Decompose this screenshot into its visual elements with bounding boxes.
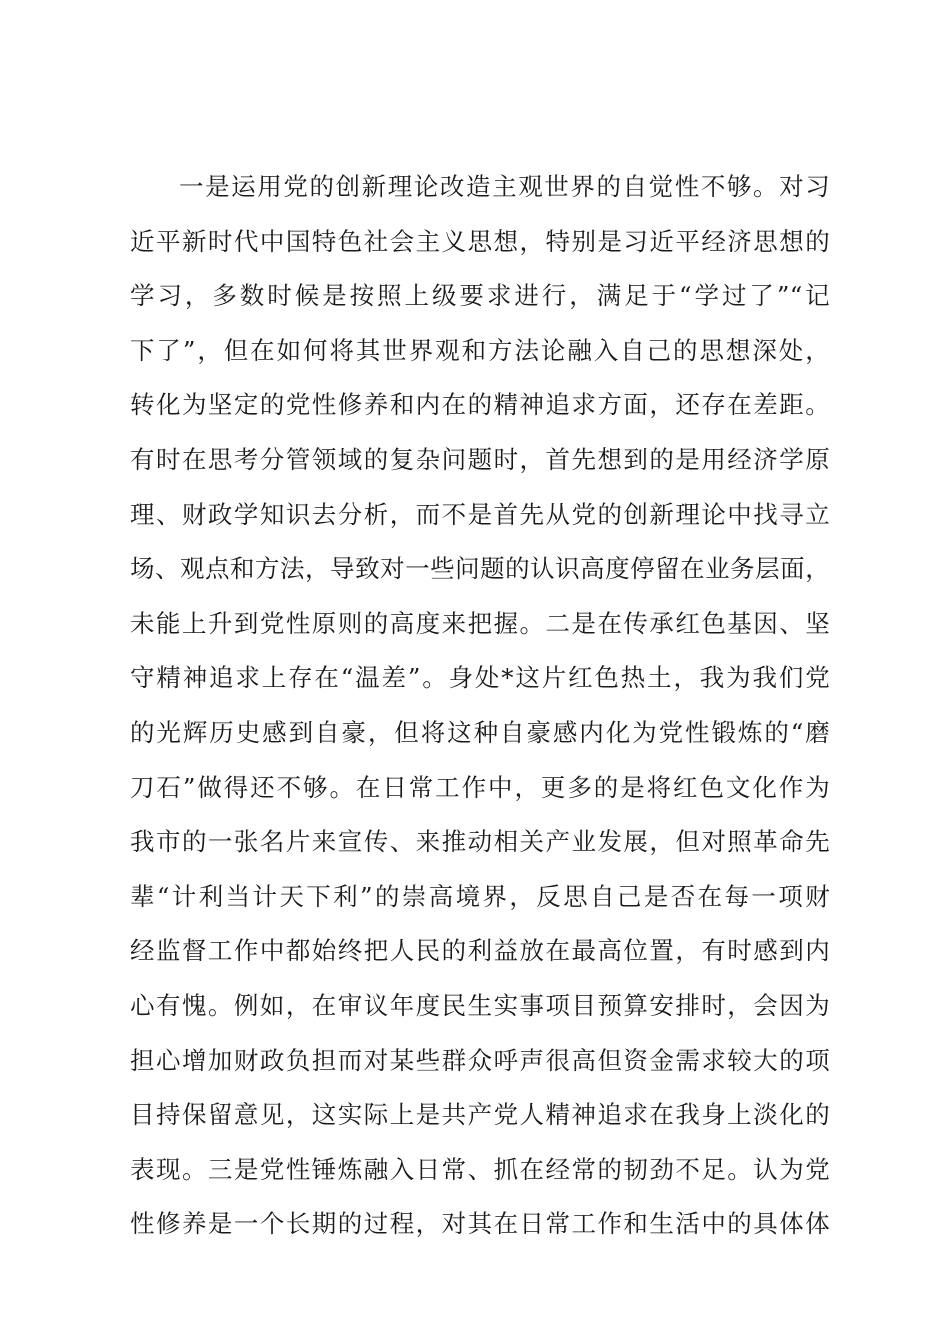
text-line: 我市的一张名片来宣传、来推动相关产业发展，但对照革命先 bbox=[130, 827, 830, 857]
text-line: 经监督工作中都始终把人民的利益放在最高位置，有时感到内 bbox=[130, 936, 830, 966]
text-line: 性修养是一个长期的过程，对其在日常工作和生活中的具体体 bbox=[130, 1209, 830, 1239]
text-line: 理、财政学知识去分析，而不是首先从党的创新理论中找寻立 bbox=[130, 499, 830, 529]
text-line: 表现。三是党性锤炼融入日常、抓在经常的韧劲不足。认为党 bbox=[130, 1154, 830, 1184]
text-line: 近平新时代中国特色社会主义思想，特别是习近平经济思想的 bbox=[130, 226, 830, 256]
text-line: 辈“计利当计天下利”的崇高境界，反思自己是否在每一项财 bbox=[130, 881, 830, 911]
text-line: 未能上升到党性原则的高度来把握。二是在传承红色基因、坚 bbox=[130, 608, 830, 638]
body-paragraph bbox=[130, 160, 830, 1252]
text-line: 刀石”做得还不够。在日常工作中，更多的是将红色文化作为 bbox=[130, 772, 830, 802]
text-line: 转化为坚定的党性修养和内在的精神追求方面，还存在差距。 bbox=[130, 390, 830, 420]
text-line: 守精神追求上存在“温差”。身处*这片红色热土，我为我们党 bbox=[130, 663, 830, 693]
text-line: 有时在思考分管领域的复杂问题时，首先想到的是用经济学原 bbox=[130, 444, 830, 474]
text-line: 场、观点和方法，导致对一些问题的认识高度停留在业务层面， bbox=[130, 554, 830, 584]
text-line: 的光辉历史感到自豪，但将这种自豪感内化为党性锻炼的“磨 bbox=[130, 717, 830, 747]
text-line: 担心增加财政负担而对某些群众呼声很高但资金需求较大的项 bbox=[130, 1045, 830, 1075]
text-line: 下了”，但在如何将其世界观和方法论融入自己的思想深处， bbox=[130, 335, 830, 365]
text-line: 一是运用党的创新理论改造主观世界的自觉性不够。对习 bbox=[179, 172, 830, 201]
text-line: 学习，多数时候是按照上级要求进行，满足于“学过了”“记 bbox=[130, 281, 830, 311]
text-line: 目持保留意见，这实际上是共产党人精神追求在我身上淡化的 bbox=[130, 1100, 830, 1130]
text-line: 心有愧。例如，在审议年度民生实事项目预算安排时，会因为 bbox=[130, 990, 830, 1020]
